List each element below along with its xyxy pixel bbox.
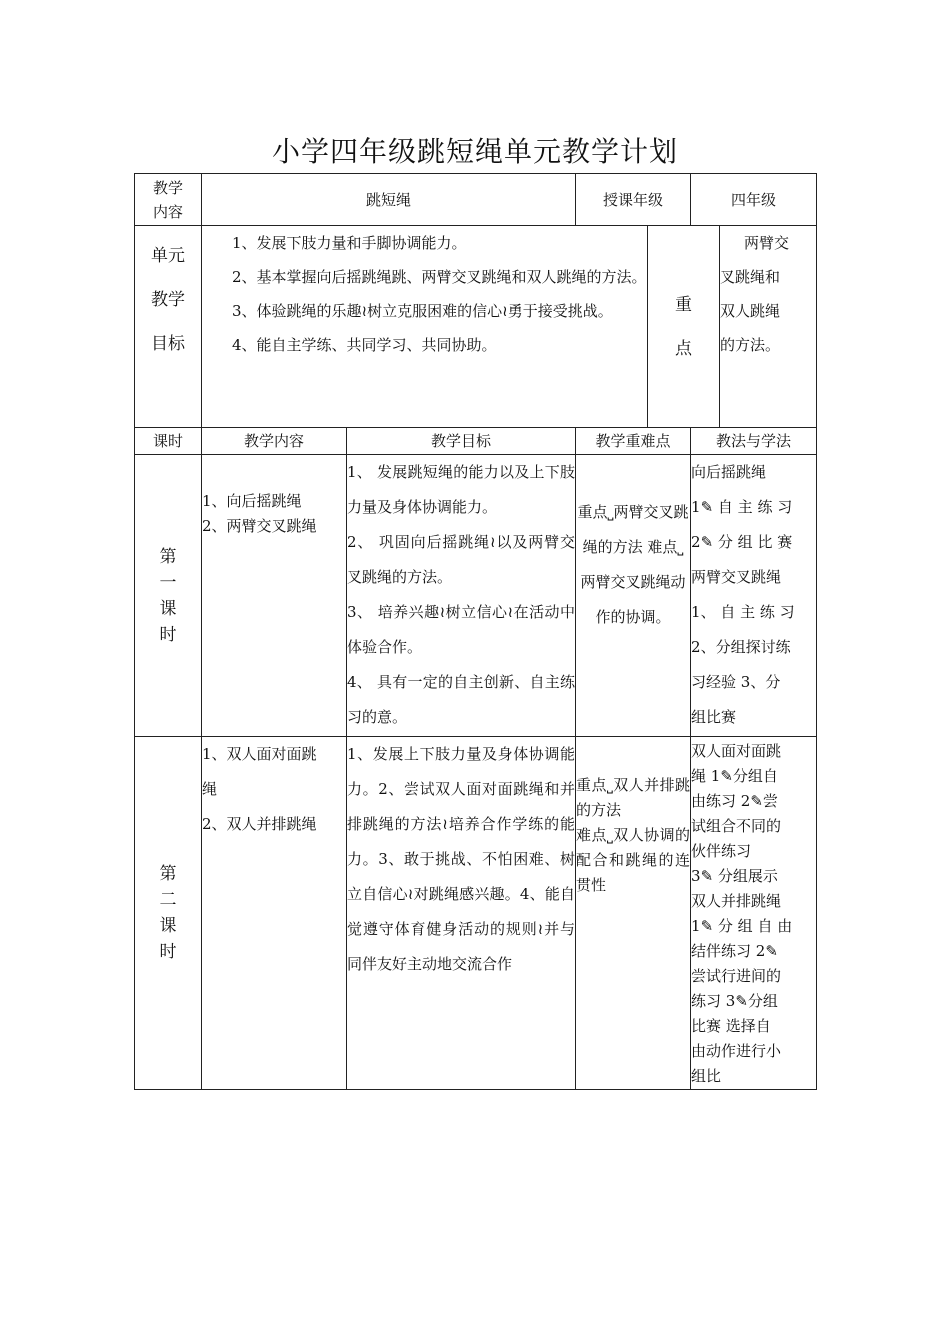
lesson-2-methods — [691, 737, 817, 1090]
key-text-1: 两臂交 — [744, 234, 790, 252]
column-header-row — [135, 428, 817, 455]
lesson-2-content-1: 1、双人面对面跳 — [202, 745, 317, 763]
lesson-1-method-8: 组比赛 — [691, 708, 737, 726]
lesson-2-label — [135, 737, 202, 1090]
lesson-2-key-difficulty — [576, 737, 691, 1090]
lesson-1-objective-3: 3、 培养兴趣≀树立信心≀在活动中体验合作。 — [347, 603, 576, 656]
lesson-1-objective — [347, 455, 576, 737]
plan-table — [134, 173, 817, 1090]
lesson-row-2 — [135, 737, 817, 1090]
lesson-1-method-2: 1✎ 自 主 练 习 — [691, 498, 793, 516]
lesson-1-method-5: 1、 自 主 练 习 — [691, 603, 795, 621]
lesson-2-method-7: 双人并排跳绳 — [691, 892, 782, 910]
lesson-1-method-6: 2、分组探讨练 — [691, 638, 791, 656]
lesson-1-label-1: 第 — [159, 546, 177, 567]
lesson-1-content — [202, 455, 347, 737]
lesson-1-methods — [691, 455, 817, 737]
unit-goal-2: 2、基本掌握向后摇跳绳跳、两臂交叉跳绳和双人跳绳的方法。 — [232, 268, 647, 286]
lesson-2-key-point: 重点⎵双人并排跳的方法 — [576, 776, 691, 819]
lesson-1-method-3: 2✎ 分 组 比 赛 — [691, 533, 793, 551]
lesson-1-key-difficulty-text: 重点⎵两臂交叉跳绳的方法 难点⎵两臂交叉跳绳动作的协调。 — [577, 503, 689, 626]
lesson-2-method-2: 绳 1✎分组自 — [691, 767, 778, 785]
lesson-1-objective-1: 1、 发展跳短绳的能力以及上下肢力量及身体协调能力。 — [347, 463, 576, 516]
lesson-2-label-2: 二 — [159, 890, 177, 910]
lesson-2-method-10: 尝试行进间的 — [691, 967, 782, 985]
lesson-row-1 — [135, 455, 817, 737]
content-label-line1: 教学 — [152, 178, 183, 197]
unit-goals-row — [135, 226, 817, 428]
lesson-2-method-6: 3✎ 分组展示 — [691, 867, 778, 885]
lesson-1-label-3: 课 — [159, 598, 177, 619]
key-label-1: 重 — [675, 294, 693, 315]
lesson-1-key-difficulty — [576, 455, 691, 737]
unit-goal-1: 1、发展下肢力量和手脚协调能力。 — [232, 234, 467, 252]
lesson-2-label-3: 课 — [159, 916, 177, 936]
key-text-2: 叉跳绳和 — [720, 268, 781, 286]
key-label-2: 点 — [675, 338, 693, 359]
lesson-2-content-3: 2、双人并排跳绳 — [202, 815, 317, 833]
header-row — [135, 174, 817, 226]
unit-goals-text — [202, 226, 648, 428]
lesson-2-content — [202, 737, 347, 1090]
grade-label: 授课年级 — [576, 174, 691, 226]
page-title: 小学四年级跳短绳单元教学计划 — [271, 135, 678, 168]
col-objective: 教学目标 — [347, 428, 576, 455]
lesson-2-content-2: 绳 — [202, 780, 218, 798]
content-label-line2: 内容 — [152, 202, 183, 221]
lesson-2-method-14: 组比 — [691, 1067, 722, 1085]
lesson-2-method-5: 伙伴练习 — [691, 842, 752, 860]
lesson-2-method-8: 1✎ 分 组 自 由 — [691, 917, 793, 935]
unit-goals-label — [135, 226, 202, 428]
lesson-1-label — [135, 455, 202, 737]
lesson-2-method-4: 试组合不同的 — [691, 817, 782, 835]
subject-value: 跳短绳 — [202, 174, 576, 226]
col-key-difficulty: 教学重难点 — [576, 428, 691, 455]
col-content: 教学内容 — [202, 428, 347, 455]
lesson-2-label-1: 第 — [159, 864, 177, 884]
lesson-2-method-13: 由动作进行小 — [691, 1042, 782, 1060]
unit-goals-label-1: 单元 — [151, 246, 185, 266]
grade-value: 四年级 — [691, 174, 817, 226]
lesson-2-method-9: 结伴练习 2✎ — [691, 942, 778, 960]
lesson-2-method-12: 比赛 选择自 — [691, 1017, 771, 1035]
lesson-1-method-1: 向后摇跳绳 — [691, 463, 767, 481]
unit-goals-label-3: 目标 — [151, 334, 185, 354]
lesson-1-content-1: 1、向后摇跳绳 — [202, 492, 302, 510]
lesson-2-difficulty: 难点⎵双人协调的配合和跳绳的连贯性 — [576, 826, 691, 894]
lesson-1-label-4: 时 — [159, 624, 177, 645]
key-points-label — [648, 226, 720, 428]
lesson-2-method-1: 双人面对面跳 — [691, 742, 782, 760]
content-label-cell — [135, 174, 202, 226]
lesson-1-objective-4: 4、 具有一定的自主创新、自主练习的意。 — [347, 673, 576, 726]
key-text-3: 双人跳绳 — [720, 302, 781, 320]
lesson-2-method-11: 练习 3✎分组 — [691, 992, 778, 1010]
lesson-1-method-4: 两臂交叉跳绳 — [691, 568, 782, 586]
lesson-1-content-2: 2、两臂交叉跳绳 — [202, 517, 317, 535]
col-methods: 教法与学法 — [691, 428, 817, 455]
lesson-2-objective-text: 1、发展上下肢力量及身体协调能力。2、尝试双人面对面跳绳和并排跳绳的方法≀培养合作学练的能力。3、敢于挑战、不怕困难、树立自信心≀对跳绳感兴趣。4、能自觉遵守体育健身活动的规则≀并与同伴友好主动地交流合作 — [347, 745, 576, 973]
lesson-2-method-3: 由练习 2✎尝 — [691, 792, 778, 810]
lesson-2-objective — [347, 737, 576, 1090]
key-text-4: 的方法。 — [720, 336, 781, 354]
col-lesson: 课时 — [135, 428, 202, 455]
unit-goal-3: 3、体验跳绳的乐趣≀树立克服困难的信心≀勇于接受挑战。 — [232, 302, 613, 320]
lesson-1-method-7: 习经验 3、分 — [691, 673, 781, 691]
lesson-1-label-2: 一 — [159, 572, 177, 593]
unit-goals-label-2: 教学 — [151, 290, 185, 310]
key-points-text — [720, 226, 817, 428]
unit-goal-4: 4、能自主学练、共同学习、共同协助。 — [232, 336, 497, 354]
lesson-2-label-4: 时 — [159, 942, 177, 962]
lesson-1-objective-2: 2、 巩固向后摇跳绳≀以及两臂交叉跳绳的方法。 — [347, 533, 576, 586]
